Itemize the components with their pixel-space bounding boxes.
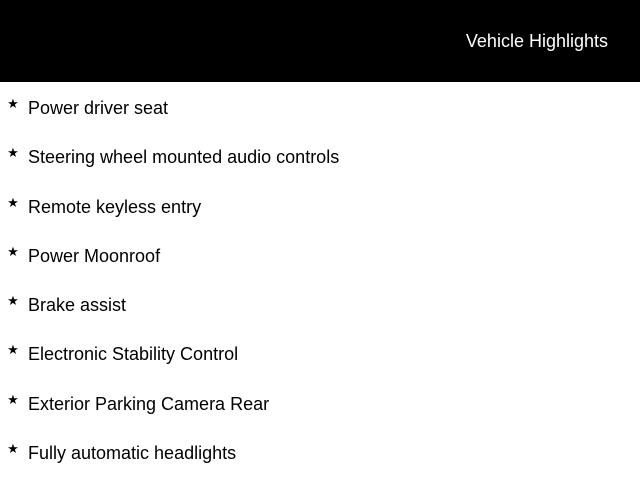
list-item — [0, 378, 640, 427]
list-item — [0, 82, 640, 131]
highlight-label: Power driver seat — [28, 98, 169, 118]
list-item — [0, 230, 640, 279]
star-icon: ★ — [7, 391, 19, 407]
highlight-label: Brake assist — [28, 295, 127, 316]
page-title: Vehicle Highlights — [465, 31, 608, 51]
highlight-label: Exterior Parking Camera Rear — [28, 393, 270, 414]
list-item — [0, 131, 640, 180]
star-icon: ★ — [7, 441, 19, 457]
highlight-label: Power Moonroof — [28, 245, 161, 266]
star-icon: ★ — [7, 293, 19, 309]
star-icon: ★ — [7, 243, 19, 259]
star-icon: ★ — [7, 145, 19, 161]
highlights-list — [0, 82, 640, 476]
list-item — [0, 279, 640, 328]
star-icon: ★ — [7, 194, 19, 210]
list-item — [0, 328, 640, 377]
header-bar — [0, 0, 640, 82]
highlight-label: Remote keyless entry — [28, 196, 202, 217]
highlight-label: Fully automatic headlights — [28, 443, 237, 464]
star-icon: ★ — [7, 342, 19, 358]
highlight-label: Steering wheel mounted audio controls — [28, 147, 340, 168]
highlight-label: Electronic Stability Control — [28, 344, 239, 365]
list-item — [0, 427, 640, 476]
list-item — [0, 181, 640, 230]
star-icon: ★ — [7, 96, 19, 111]
